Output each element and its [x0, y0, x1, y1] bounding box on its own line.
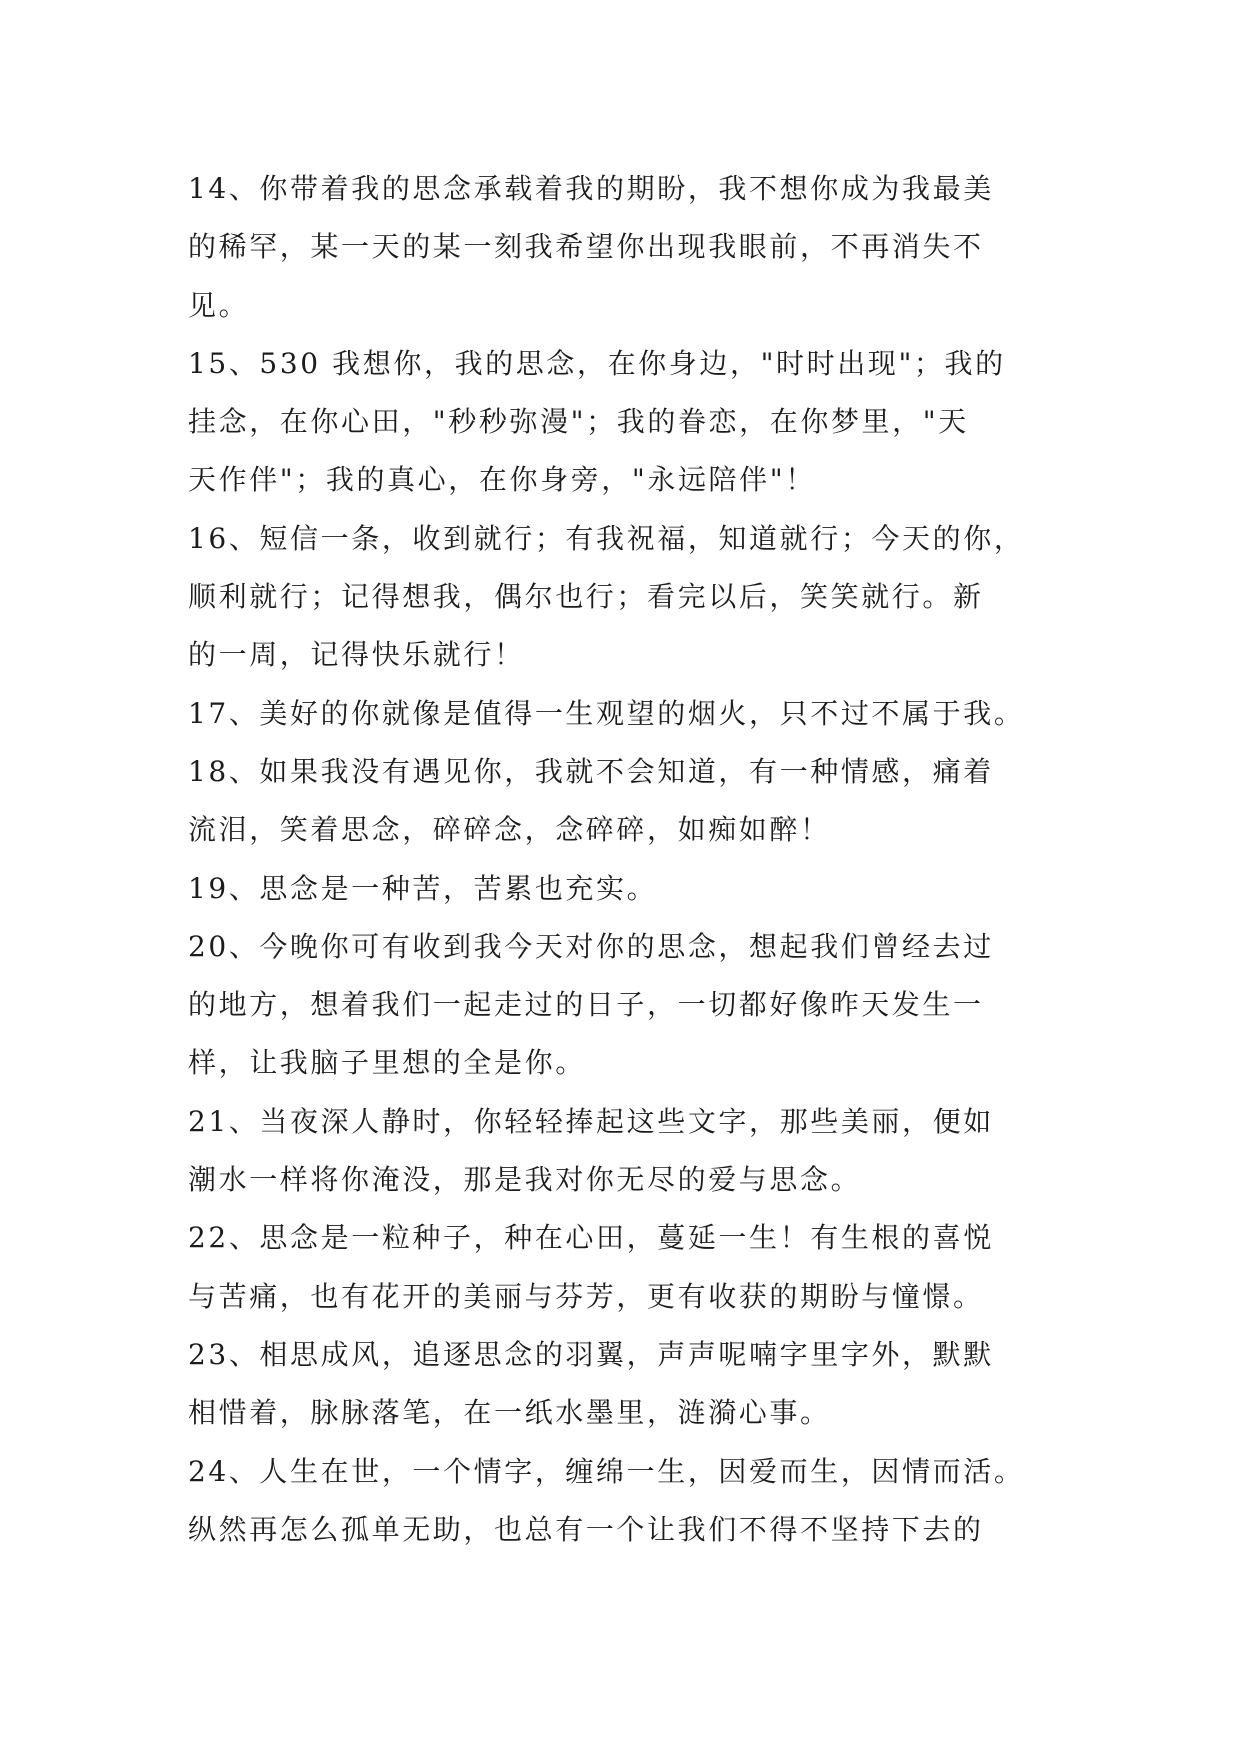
text-line: 天作伴"；我的真心，在你身旁，"永远陪伴"！	[188, 463, 816, 497]
text-line: 见。	[188, 288, 250, 322]
text-line: 14、你带着我的思念承载着我的期盼，我不想你成为我最美	[188, 172, 994, 205]
text-line: 与苦痛，也有花开的美丽与芬芳，更有收获的期盼与憧憬。	[188, 1279, 984, 1313]
text-line: 24、人生在世，一个情字，缠绵一生，因爱而生，因情而活。	[188, 1454, 1025, 1488]
text-line: 23、相思成风，追逐思念的羽翼，声声呢喃字里字外，默默	[188, 1337, 994, 1371]
text-line: 样，让我脑子里想的全是你。	[188, 1046, 586, 1080]
text-line: 潮水一样将你淹没，那是我对你无尽的爱与思念。	[188, 1163, 862, 1197]
text-line: 18、如果我没有遇见你，我就不会知道，有一种情感，痛着	[188, 754, 994, 788]
text-line: 的地方，想着我们一起走过的日子，一切都好像昨天发生一	[188, 988, 984, 1022]
text-line: 顺利就行；记得想我，偶尔也行；看完以后，笑笑就行。新	[188, 580, 984, 614]
text-line: 15、530 我想你，我的思念，在你身边，"时时出现"；我的	[188, 346, 1006, 380]
text-line: 19、思念是一种苦，苦累也充实。	[188, 871, 658, 905]
text-line: 22、思念是一粒种子，种在心田，蔓延一生！有生根的喜悦	[188, 1221, 994, 1255]
text-line: 的稀罕，某一天的某一刻我希望你出现我眼前，不再消失不	[188, 230, 984, 264]
text-line: 流泪，笑着思念，碎碎念，念碎碎，如痴如醉！	[188, 813, 831, 847]
text-line: 挂念，在你心田，"秒秒弥漫"；我的眷恋，在你梦里，"天	[188, 405, 969, 439]
text-line: 17、美好的你就像是值得一生观望的烟火，只不过不属于我。	[188, 696, 1025, 730]
text-line: 的一周，记得快乐就行！	[188, 638, 525, 672]
text-line: 20、今晚你可有收到我今天对你的思念，想起我们曾经去过	[188, 929, 994, 963]
text-line: 21、当夜深人静时，你轻轻捧起这些文字，那些美丽，便如	[188, 1104, 994, 1138]
text-line: 16、短信一条，收到就行；有我祝福，知道就行；今天的你，	[188, 521, 1025, 555]
text-line: 相惜着，脉脉落笔，在一纸水墨里，涟漪心事。	[188, 1396, 831, 1430]
document-body	[188, 160, 1068, 1559]
text-line: 纵然再怎么孤单无助，也总有一个让我们不得不坚持下去的	[188, 1512, 984, 1546]
